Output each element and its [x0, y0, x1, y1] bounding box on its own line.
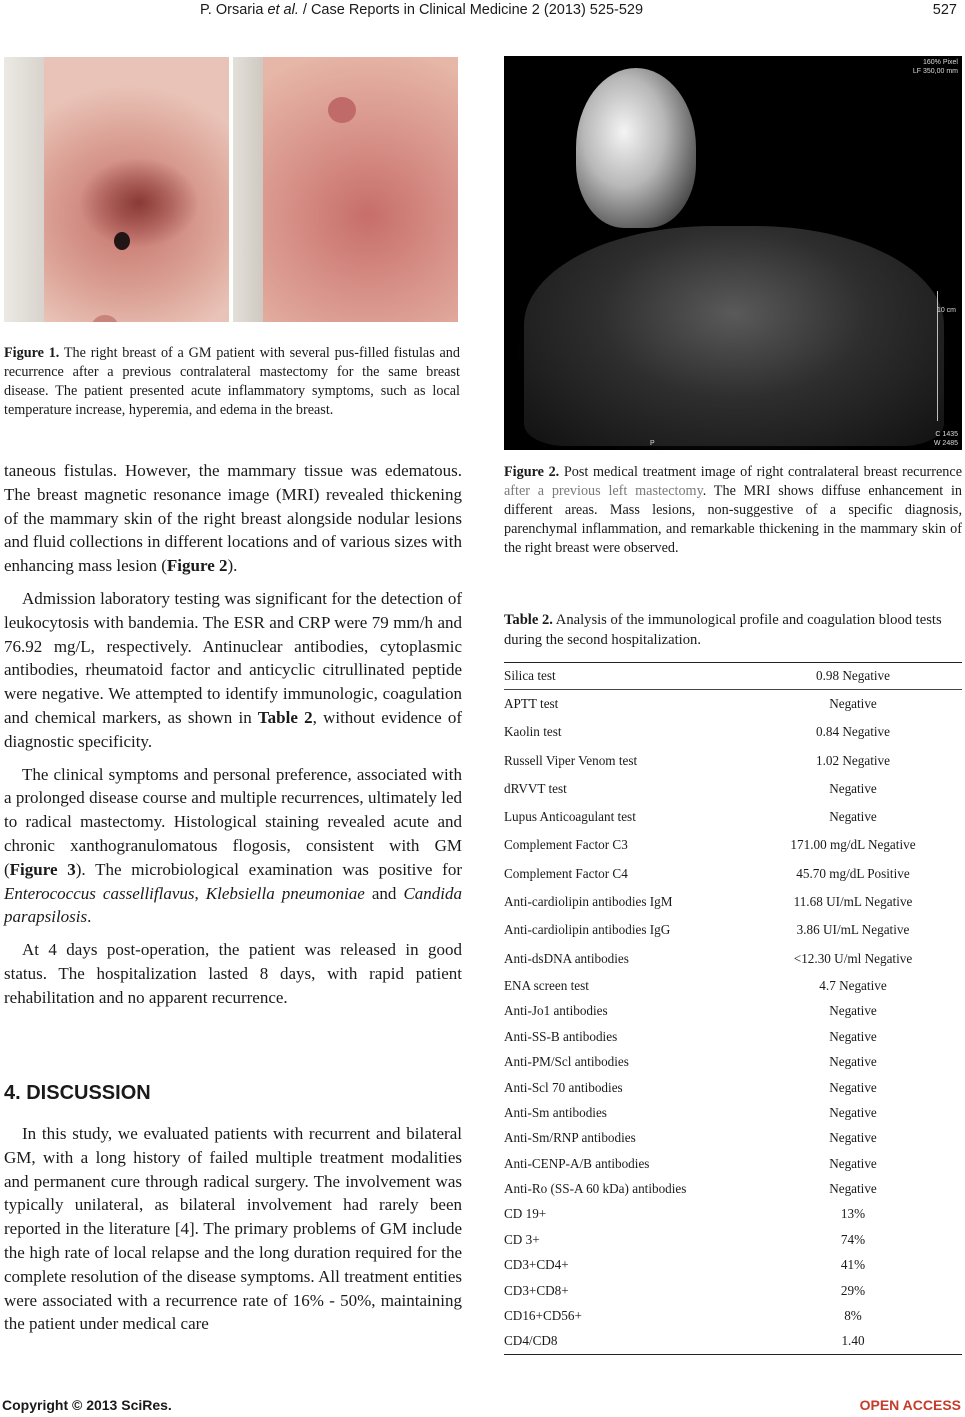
table-row	[504, 1252, 962, 1277]
mri-overlay-bottom-right	[934, 430, 958, 448]
test-result: Negative	[829, 1130, 877, 1146]
paragraph-text: In this study, we evaluated patients with recurrent and bilateral GM, with a long history of failed multiple treatment modalities and permanent cure through radical surgery. The involvement was typically unilateral, as bilateral involvement had rarely been reported in the literature [4]. The primary problems of GM include the high rate of local relapse and the long duration required for the complete resolution of the disease symptoms. All treatment entities were associated with a recurrence rate of 16% - 50%, maintaining the patient under medical care	[4, 1124, 462, 1334]
test-result: Negative	[829, 1079, 877, 1095]
paragraph-text: The clinical symptoms and personal preference, associated with a prolonged disease course and multiple recurrences, ultimately led to radical mastectomy. Histological staining revealed acute and chronic xanthogranulomatous flogosis, consistent with GM (	[4, 764, 462, 879]
table-row	[504, 1075, 962, 1100]
mri-fov-label: LF 350,00 mm	[912, 68, 958, 75]
table-row	[504, 1049, 962, 1074]
citation	[200, 2, 643, 18]
paragraph	[4, 459, 462, 578]
test-name: Anti-SS-B antibodies	[504, 1028, 618, 1044]
test-name: CD16+CD56+	[504, 1308, 582, 1324]
figure-2-caption	[504, 463, 962, 558]
test-result: Negative	[829, 809, 877, 825]
citation-journal: / Case Reports in Clinical Medicine 2 (2013) 525-529	[298, 2, 644, 18]
figure-reference-link[interactable]: Figure 2	[166, 556, 228, 576]
test-name: CD4/CD8	[504, 1333, 558, 1349]
figure-2-caption-text: Post medical treatment image of right contralateral breast recurrence	[559, 464, 962, 480]
paragraph-text: ,	[194, 883, 206, 903]
table-row	[504, 1125, 962, 1150]
test-name: Anti-cardiolipin antibodies IgM	[504, 894, 673, 910]
table-row	[504, 860, 962, 888]
test-name: Anti-cardiolipin antibodies IgG	[504, 922, 671, 938]
table-row	[504, 1303, 962, 1328]
table-2-caption	[504, 610, 964, 650]
mri-width-label: W 2485	[933, 440, 958, 447]
table-row	[504, 1201, 962, 1226]
paragraph	[4, 938, 462, 1009]
test-result: Negative	[829, 696, 877, 711]
figure-1-photo-left	[4, 57, 229, 322]
test-name: Anti-Ro (SS-A 60 kDa) antibodies	[504, 1181, 687, 1197]
figure-reference-link[interactable]: Figure 3	[9, 859, 76, 879]
table-row	[504, 1278, 962, 1303]
test-result: Negative	[829, 1003, 877, 1019]
paragraph-text: ). The microbiological examination was positive for	[75, 859, 462, 879]
test-name: Anti-PM/Scl antibodies	[504, 1054, 629, 1070]
test-name: Complement Factor C3	[504, 837, 628, 853]
paragraph-text: taneous fistulas. However, the mammary tissue was edematous. The breast magnetic resonance image (MRI) revealed thickening of the mammary skin of the right breast alongside nodular lesions and fluid collections in different locations and of various sizes with enhancing mass lesion (	[4, 461, 462, 576]
table-row	[504, 690, 962, 718]
test-name: ENA screen test	[504, 977, 589, 993]
test-result: Negative	[829, 1054, 877, 1070]
footer	[0, 1397, 965, 1417]
paragraph	[4, 587, 462, 754]
table-reference-link[interactable]: Table 2	[257, 707, 313, 727]
table-row	[504, 718, 962, 746]
test-result: 45.70 mg/dL Positive	[796, 865, 910, 881]
test-name: Kaolin test	[504, 724, 562, 740]
citation-author: P. Orsaria	[200, 2, 268, 18]
running-head	[0, 2, 965, 22]
table-bottom-rule	[504, 1354, 962, 1355]
test-result: 41%	[840, 1257, 866, 1273]
paragraph-text: and	[364, 883, 404, 903]
organism-name: Klebsiella pneumoniae	[205, 883, 365, 903]
mri-breast	[576, 68, 696, 228]
test-result: 8%	[844, 1308, 862, 1324]
table-row	[504, 1024, 962, 1049]
table-row	[504, 663, 962, 689]
body-discussion	[4, 1122, 462, 1336]
figure-2-label: Figure 2.	[504, 464, 560, 480]
table-row	[504, 888, 962, 916]
test-result: 11.68 UI/mL Negative	[793, 894, 913, 910]
body-left-column	[4, 459, 462, 1010]
figure-2-caption-text-end: . The MRI shows diffuse enhancement in different areas. Mass lesions, non-suggestive of a specific diagnosis, parenchymal inflammation, and remarkable thickening in the mammary skin of the right breast were observed.	[504, 483, 962, 556]
table-row	[504, 1176, 962, 1201]
open-access-label: OPEN ACCESS	[859, 1397, 961, 1413]
page-number: 527	[932, 2, 957, 18]
table-2	[504, 662, 962, 1355]
organism-name: Candida parapsilosis	[4, 883, 463, 927]
paragraph-text: At 4 days post-operation, the patient was released in good status. The hospitalization lasted 8 days, with rapid patient rehabilitation and no apparent recurrence.	[4, 940, 462, 1007]
fistula-mark	[114, 232, 130, 250]
test-name: Complement Factor C4	[504, 865, 628, 881]
test-name: Anti-dsDNA antibodies	[504, 950, 629, 966]
test-name: Anti-Sm/RNP antibodies	[504, 1130, 636, 1146]
test-result: 29%	[840, 1282, 866, 1298]
paragraph-text: ).	[227, 556, 238, 576]
nipple-mark	[328, 97, 356, 123]
paragraph-text: Admission laboratory testing was significant for the detection of leukocytosis with bandemia. The ESR and CRP were 79 mm/h and 76.92 mg/L, respectively. Antinuclear antibodies, cytoplasmic antibodies, rheumatoid factor and anticyclic citrullinated peptide were negative. We attempted to identify immunologic, coagulation and chemical markers, as shown in	[4, 588, 462, 727]
citation-etal: et al.	[267, 2, 299, 18]
test-result: 0.84 Negative	[816, 724, 890, 740]
paragraph-text: , without evidence of diagnostic specificity.	[4, 707, 462, 751]
test-name: Anti-Scl 70 antibodies	[504, 1079, 623, 1095]
table-row	[504, 973, 962, 998]
test-name: Anti-Sm antibodies	[504, 1104, 607, 1120]
test-name: Silica test	[504, 668, 556, 683]
test-name: CD 3+	[504, 1231, 540, 1247]
figure-1-image	[4, 57, 458, 322]
nipple-mark	[92, 315, 118, 322]
test-name: CD3+CD4+	[504, 1257, 569, 1273]
table-row	[504, 1100, 962, 1125]
figure-2-mri-image	[504, 56, 962, 450]
mri-scale-label: 10 cm	[936, 307, 956, 314]
test-result: 4.7 Negative	[819, 977, 887, 993]
table-row	[504, 831, 962, 859]
test-name: CD3+CD8+	[504, 1282, 569, 1298]
test-result: 0.98 Negative	[816, 668, 890, 683]
mri-thorax	[524, 226, 944, 446]
mri-zoom-label: 160% Pixel	[922, 59, 958, 66]
test-name: Lupus Anticoagulant test	[504, 809, 636, 825]
test-result: <12.30 U/ml Negative	[793, 950, 913, 966]
section-heading: 4. DISCUSSION	[4, 1082, 151, 1104]
test-result: 1.02 Negative	[816, 752, 890, 768]
table-row	[504, 945, 962, 973]
figure-1-photo-right	[233, 57, 458, 322]
table-row	[504, 803, 962, 831]
test-result: 1.40	[841, 1333, 865, 1349]
test-result: 74%	[840, 1231, 866, 1247]
table-row	[504, 998, 962, 1023]
test-result: 3.86 UI/mL Negative	[796, 922, 910, 938]
paragraph	[4, 1122, 462, 1336]
test-result: 13%	[840, 1206, 866, 1222]
test-name: Russell Viper Venom test	[504, 752, 638, 768]
test-name: APTT test	[504, 696, 559, 711]
figure-2-caption-highlight: after a previous left mastectomy	[504, 483, 703, 499]
figure-1-caption-text: The right breast of a GM patient with several pus-filled fistulas and recurrence after a previous contralateral mastectomy for the same breast disease. The patient presented acute inflammatory symptoms, such as local temperature increase, hyperemia, and edema in the breast.	[4, 345, 460, 418]
test-result: Negative	[829, 1028, 877, 1044]
table-2-label: Table 2.	[504, 612, 553, 628]
paragraph-text: .	[87, 907, 92, 927]
mri-overlay-top-right	[913, 58, 958, 76]
test-result: Negative	[829, 1155, 877, 1171]
test-name: Anti-Jo1 antibodies	[504, 1003, 608, 1019]
figure-1-label: Figure 1.	[4, 345, 60, 361]
copyright: Copyright © 2013 SciRes.	[2, 1397, 172, 1413]
mri-orientation-label: P	[650, 440, 655, 447]
test-result: Negative	[829, 780, 877, 796]
test-result: 171.00 mg/dL Negative	[790, 837, 916, 853]
table-row	[504, 1227, 962, 1252]
organism-name: Enterococcus casselliflavus	[4, 883, 195, 903]
table-row	[504, 1151, 962, 1176]
figure-1-caption	[4, 344, 460, 420]
mri-center-label: C 1435	[935, 431, 958, 438]
table-2-caption-text: Analysis of the immunological profile and coagulation blood tests during the second hospitalization.	[504, 612, 942, 648]
table-row	[504, 775, 962, 803]
test-name: CD 19+	[504, 1206, 547, 1222]
test-result: Negative	[829, 1181, 877, 1197]
table-row	[504, 916, 962, 944]
table-row	[504, 747, 962, 775]
paragraph	[4, 763, 462, 930]
test-result: Negative	[829, 1104, 877, 1120]
test-name: Anti-CENP-A/B antibodies	[504, 1155, 650, 1171]
table-row	[504, 1328, 962, 1353]
test-name: dRVVT test	[504, 780, 567, 796]
